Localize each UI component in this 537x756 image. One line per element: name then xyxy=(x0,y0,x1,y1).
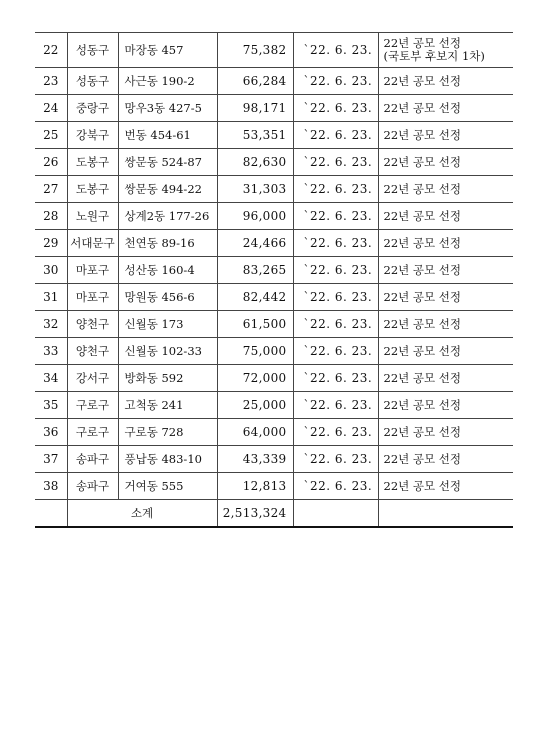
district-cell: 노원구 xyxy=(67,203,118,230)
site-list-table xyxy=(35,32,513,528)
table-row xyxy=(35,446,513,473)
district-cell: 강북구 xyxy=(67,122,118,149)
row-number: 27 xyxy=(35,176,67,203)
address-cell: 망우3동 427-5 xyxy=(118,95,217,122)
date-cell: `22. 6. 23. xyxy=(293,257,378,284)
row-number: 35 xyxy=(35,392,67,419)
note-cell: 22년 공모 선정 xyxy=(378,176,513,203)
date-cell: `22. 6. 23. xyxy=(293,95,378,122)
address-cell: 망원동 456-6 xyxy=(118,284,217,311)
address-cell: 구로동 728 xyxy=(118,419,217,446)
row-number: 38 xyxy=(35,473,67,500)
note-cell: 22년 공모 선정 xyxy=(378,68,513,95)
note-cell: 22년 공모 선정 xyxy=(378,203,513,230)
date-cell: `22. 6. 23. xyxy=(293,338,378,365)
address-cell: 쌍문동 524-87 xyxy=(118,149,217,176)
row-number: 28 xyxy=(35,203,67,230)
note-cell: 22년 공모 선정 xyxy=(378,419,513,446)
table-row xyxy=(35,311,513,338)
table-row xyxy=(35,419,513,446)
address-cell: 마장동 457 xyxy=(118,33,217,68)
subtotal-row xyxy=(35,500,513,528)
district-cell: 도봉구 xyxy=(67,149,118,176)
district-cell: 강서구 xyxy=(67,365,118,392)
area-cell: 53,351 xyxy=(217,122,293,149)
note-cell: 22년 공모 선정 xyxy=(378,473,513,500)
date-cell: `22. 6. 23. xyxy=(293,149,378,176)
row-number: 30 xyxy=(35,257,67,284)
district-cell: 송파구 xyxy=(67,446,118,473)
subtotal-blank-cell xyxy=(35,500,67,528)
area-cell: 75,000 xyxy=(217,338,293,365)
note-cell: 22년 공모 선정 xyxy=(378,230,513,257)
address-cell: 신월동 173 xyxy=(118,311,217,338)
table-row xyxy=(35,176,513,203)
row-number: 33 xyxy=(35,338,67,365)
note-cell: 22년 공모 선정 xyxy=(378,95,513,122)
area-cell: 43,339 xyxy=(217,446,293,473)
address-cell: 거여동 555 xyxy=(118,473,217,500)
table-row xyxy=(35,203,513,230)
row-number: 37 xyxy=(35,446,67,473)
row-number: 29 xyxy=(35,230,67,257)
table-row xyxy=(35,338,513,365)
row-number: 32 xyxy=(35,311,67,338)
address-cell: 신월동 102-33 xyxy=(118,338,217,365)
table-row xyxy=(35,473,513,500)
date-cell: `22. 6. 23. xyxy=(293,68,378,95)
area-cell: 82,442 xyxy=(217,284,293,311)
area-cell: 12,813 xyxy=(217,473,293,500)
area-cell: 98,171 xyxy=(217,95,293,122)
note-cell: 22년 공모 선정 xyxy=(378,257,513,284)
district-cell: 성동구 xyxy=(67,33,118,68)
row-number: 34 xyxy=(35,365,67,392)
note-subline: (국토부 후보지 1차) xyxy=(383,49,485,63)
district-cell: 중랑구 xyxy=(67,95,118,122)
note-cell: 22년 공모 선정 xyxy=(378,149,513,176)
table-row xyxy=(35,392,513,419)
address-cell: 상계2동 177-26 xyxy=(118,203,217,230)
subtotal-label: 소계 xyxy=(67,500,217,528)
note-cell: 22년 공모 선정 xyxy=(378,392,513,419)
district-cell: 마포구 xyxy=(67,284,118,311)
row-number: 24 xyxy=(35,95,67,122)
area-cell: 72,000 xyxy=(217,365,293,392)
district-cell: 송파구 xyxy=(67,473,118,500)
date-cell: `22. 6. 23. xyxy=(293,176,378,203)
note-cell: 22년 공모 선정 xyxy=(378,338,513,365)
date-cell: `22. 6. 23. xyxy=(293,473,378,500)
date-cell: `22. 6. 23. xyxy=(293,284,378,311)
table-row xyxy=(35,230,513,257)
table-row xyxy=(35,95,513,122)
row-number: 25 xyxy=(35,122,67,149)
note-cell: 22년 공모 선정 xyxy=(378,122,513,149)
date-cell: `22. 6. 23. xyxy=(293,419,378,446)
area-cell: 25,000 xyxy=(217,392,293,419)
note-cell: 22년 공모 선정 xyxy=(378,284,513,311)
table-row xyxy=(35,257,513,284)
area-cell: 83,265 xyxy=(217,257,293,284)
district-cell: 마포구 xyxy=(67,257,118,284)
row-number: 23 xyxy=(35,68,67,95)
subtotal-date-cell xyxy=(293,500,378,528)
address-cell: 천연동 89-16 xyxy=(118,230,217,257)
table-row xyxy=(35,68,513,95)
subtotal-area: 2,513,324 xyxy=(217,500,293,528)
area-cell: 61,500 xyxy=(217,311,293,338)
date-cell: `22. 6. 23. xyxy=(293,446,378,473)
note-cell: 22년 공모 선정 xyxy=(378,311,513,338)
row-number: 36 xyxy=(35,419,67,446)
table-row xyxy=(35,365,513,392)
note-line: 22년 공모 선정 xyxy=(383,36,461,50)
district-cell: 구로구 xyxy=(67,392,118,419)
area-cell: 75,382 xyxy=(217,33,293,68)
date-cell: `22. 6. 23. xyxy=(293,365,378,392)
date-cell: `22. 6. 23. xyxy=(293,230,378,257)
address-cell: 쌍문동 494-22 xyxy=(118,176,217,203)
district-cell: 도봉구 xyxy=(67,176,118,203)
area-cell: 66,284 xyxy=(217,68,293,95)
address-cell: 번동 454-61 xyxy=(118,122,217,149)
table-row xyxy=(35,149,513,176)
row-number: 22 xyxy=(35,33,67,68)
note-cell xyxy=(378,33,513,68)
district-cell: 서대문구 xyxy=(67,230,118,257)
address-cell: 풍납동 483-10 xyxy=(118,446,217,473)
date-cell: `22. 6. 23. xyxy=(293,311,378,338)
district-cell: 양천구 xyxy=(67,311,118,338)
district-cell: 양천구 xyxy=(67,338,118,365)
table-row xyxy=(35,122,513,149)
date-cell: `22. 6. 23. xyxy=(293,122,378,149)
area-cell: 24,466 xyxy=(217,230,293,257)
address-cell: 고척동 241 xyxy=(118,392,217,419)
area-cell: 96,000 xyxy=(217,203,293,230)
date-cell: `22. 6. 23. xyxy=(293,33,378,68)
area-cell: 64,000 xyxy=(217,419,293,446)
table-row xyxy=(35,284,513,311)
table-row xyxy=(35,33,513,68)
table-body xyxy=(35,33,513,500)
area-cell: 82,630 xyxy=(217,149,293,176)
note-cell: 22년 공모 선정 xyxy=(378,365,513,392)
district-cell: 성동구 xyxy=(67,68,118,95)
subtotal-note-cell xyxy=(378,500,513,528)
address-cell: 방화동 592 xyxy=(118,365,217,392)
area-cell: 31,303 xyxy=(217,176,293,203)
note-cell: 22년 공모 선정 xyxy=(378,446,513,473)
address-cell: 사근동 190-2 xyxy=(118,68,217,95)
date-cell: `22. 6. 23. xyxy=(293,392,378,419)
row-number: 31 xyxy=(35,284,67,311)
district-cell: 구로구 xyxy=(67,419,118,446)
date-cell: `22. 6. 23. xyxy=(293,203,378,230)
row-number: 26 xyxy=(35,149,67,176)
address-cell: 성산동 160-4 xyxy=(118,257,217,284)
